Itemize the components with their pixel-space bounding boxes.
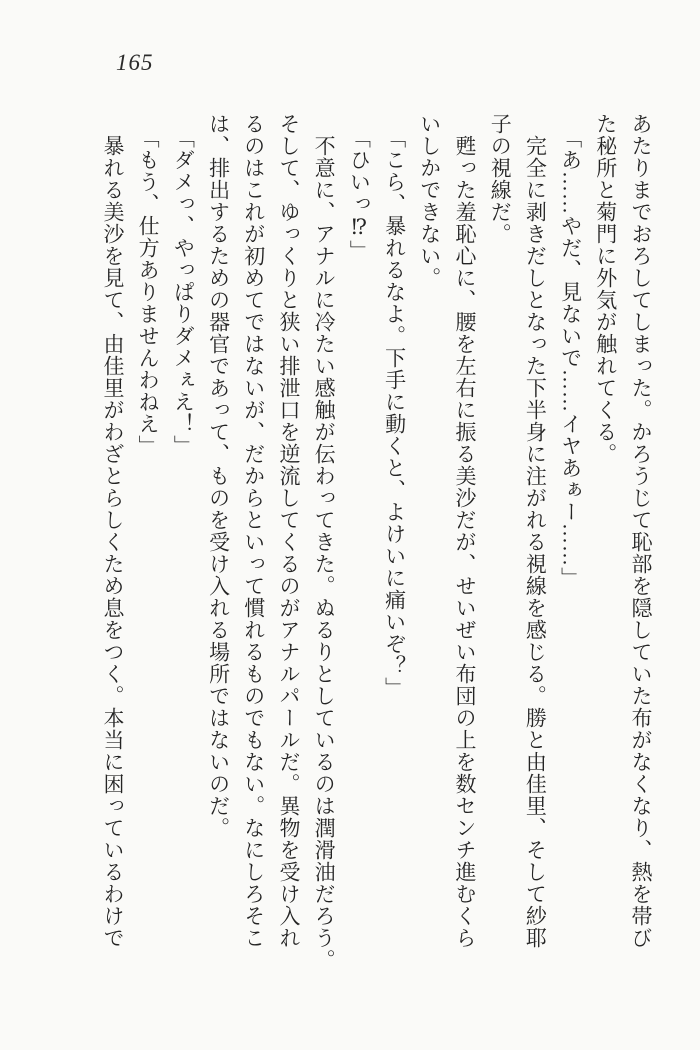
text-column-2: た秘所と菊門に外気が触れてくる。 bbox=[593, 113, 618, 465]
text-column-3: 「あ……やだ、見ないで……イヤあぁー……」 bbox=[558, 127, 583, 589]
text-column-7: いしかできない。 bbox=[417, 113, 442, 289]
text-column-11: そして、ゆっくりと狭い排泄口を逆流してくるのがアナルパールだ。異物を受け入れ bbox=[276, 113, 301, 949]
text-column-6: 甦った羞恥心に、腰を左右に振る美沙だが、せいぜい布団の上を数センチ進むくら bbox=[452, 135, 477, 949]
text-column-9: 「ひいっ⁉」 bbox=[347, 127, 372, 262]
text-column-13: は、排出するための器官であって、ものを受け入れる場所ではないのだ。 bbox=[206, 113, 231, 839]
text-column-5: 子の視線だ。 bbox=[488, 113, 513, 245]
text-column-4: 完全に剥きだしとなった下半身に注がれる視線を感じる。勝と由佳里、そして紗耶 bbox=[523, 135, 548, 949]
text-column-8: 「こら、暴れるなよ。下手に動くと、よけいに痛いぞ？」 bbox=[382, 127, 407, 699]
text-column-1: あたりまでおろしてしまった。かろうじて恥部を隠していた布がなくなり、熱を帯び bbox=[629, 113, 653, 949]
text-block bbox=[95, 113, 658, 1023]
text-column-14: 「ダメっ、やっぱりダメぇえ！」 bbox=[171, 127, 196, 457]
page-number: 165 bbox=[116, 50, 154, 75]
text-column-15: 「もう、仕方ありませんわねえ」 bbox=[136, 127, 161, 457]
text-column-10: 不意に、アナルに冷たい感触が伝わってきた。ぬるりとしているのは潤滑油だろう。 bbox=[312, 135, 337, 971]
text-column-16: 暴れる美沙を見て、由佳里がわざとらしくため息をつく。本当に困っているわけで bbox=[100, 135, 125, 949]
text-column-12: るのはこれが初めてではないが、だからといって慣れるものでもない。なにしろそこ bbox=[241, 113, 266, 949]
